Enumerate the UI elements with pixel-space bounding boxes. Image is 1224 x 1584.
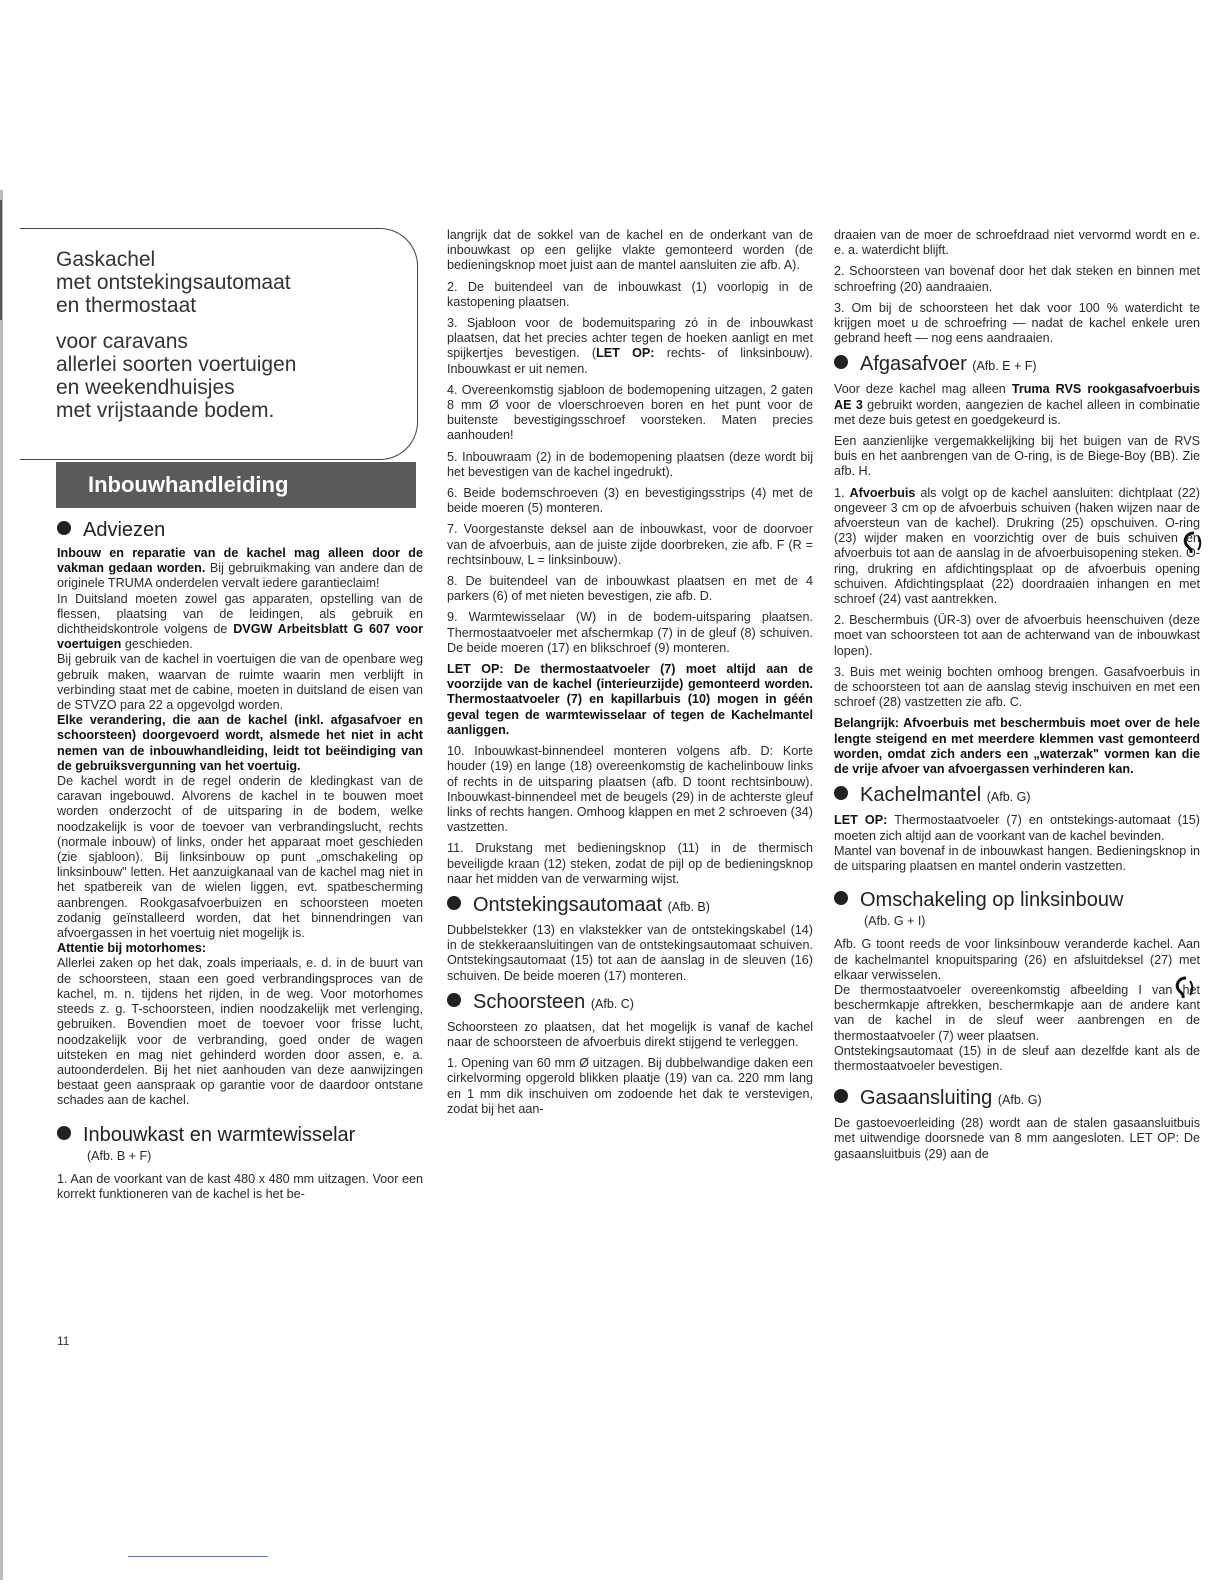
heading-adviezen: Adviezen (57, 518, 423, 542)
ear-icon (1172, 975, 1194, 1001)
column-middle (447, 228, 813, 1123)
paragraph: In Duitsland moeten zowel gas apparaten, opstelling van de flessen, plaatsing van de leidingen, als gebruik en dichtheidskontrole volgens de DVGW Arbeitsblatt G 607 voor voertuigen geschieden. (57, 591, 423, 652)
heading-ontstekingsautomaat: Ontstekingsautomaat (Afb. B) (447, 893, 813, 919)
subheading-attention: Attentie bij motorhomes: (57, 941, 207, 956)
paragraph: langrijk dat de sokkel van de kachel en de onderkant van de inbouwkast op een gelijke vlakte gemonteerd worden (de bedieningsknop moet juist aan de mantel aansluiten zie afb. A). (447, 228, 813, 273)
paragraph: 1. Opening van 60 mm Ø uitzagen. Bij dubbelwandige daken een cirkelvorming opgerold blikken plaatje (19) van ca. 220 mm lang en 1 mm dik inschuiven om zodoende het dak te verstevigen, zodat bij het aan- (447, 1056, 813, 1116)
bullet-icon (447, 896, 461, 910)
ear-icon (1180, 530, 1202, 556)
paragraph: 6. Beide bodemschroeven (3) en bevestigingsstrips (4) met de beide moeren (5) monteren. (447, 486, 813, 516)
heading-sub: (Afb. B + F) (87, 1148, 152, 1163)
scan-edge-dark (0, 200, 2, 320)
paragraph-bold: Belangrijk: Afvoerbuis met beschermbuis moet over de hele lengte steigend en met meerdere klemmen vast gemonteerd worden, omdat zich anders een „waterzak" vormen kan die de vrije afvoer van afvoergassen verhinderen kan. (834, 716, 1200, 777)
paragraph: 7. Voorgestanste deksel aan de inbouwkast, voor de doorvoer van de afvoerbuis, aan de juiste zijde doorbreken, zie afb. F (R = rechtsinbouw, L = linksinbouw). (447, 522, 813, 567)
paragraph: 3. Om bij de schoorsteen het dak voor 100 % waterdicht te krijgen moet u de schroefring — nadat de kachel enkele uren gebrand heeft — nog eens aandraaien. (834, 300, 1200, 346)
bullet-icon (834, 786, 848, 800)
paragraph: Bij gebruik van de kachel in voertuigen die van de openbare weg gebruik maken, waarvan de ruimte waarin men verblijft in verbinding staat met de cabine, moeten in duitsland de eisen van de STVZO para 22 a opgevolgd worden. (57, 652, 423, 713)
title-block-2 (56, 330, 296, 422)
paragraph: Schoorsteen zo plaatsen, dat het mogelijk is vanaf de kachel naar de schoorsteen de afvoerbuis direkt stijgend te verleggen. (447, 1019, 813, 1049)
heading-gasaansluiting: Gasaansluiting (Afb. G) (834, 1086, 1200, 1112)
paragraph-bold: LET OP: De thermostaatvoeler (7) moet altijd aan de voorzijde van de kachel (interieurzijde) gemonteerd worden. Thermostaatvoeler (7) en kapillarbuis (10) mogen in géén geval tegen de warmtewisselaar of tegen de Kachelmantel aanliggen. (447, 662, 813, 737)
paragraph: De gastoevoerleiding (28) wordt aan de stalen gasaansluitbuis met uitwendige doorsnede van 8 mm aangesloten. LET OP: De gasaansluitbuis (29) aan de (834, 1116, 1200, 1161)
paragraph: 2. Schoorsteen van bovenaf door het dak steken en binnen met schroefring (20) aandraaien. (834, 264, 1200, 294)
paragraph: Voor deze kachel mag alleen Truma RVS rookgasafvoerbuis AE 3 gebruikt worden, aangezien de kachel alleen in combinatie met deze buis getest en goedgekeurd is. (834, 382, 1201, 427)
section-banner: Inbouwhandleiding (56, 462, 416, 508)
paragraph: Een aanzienlijke vergemakkelijking bij het buigen van de RVS buis en het aanbrengen van de O-ring, is de Biege-Boy (BB). Zie afb. H. (834, 434, 1200, 479)
paragraph: Ontstekingsautomaat (15) in de sleuf aan dezelfde kant als de thermostaatvoeler bevestigen. (834, 1043, 1200, 1073)
page-number: 11 (57, 1334, 70, 1348)
paragraph: 4. Overeenkomstig sjabloon de bodemopening uitzagen, 2 gaten 8 mm Ø voor de vloerschroeven boren en het punt voor de buitenste bevestigingsschroef voorsteken. Maten precies aanhouden! (447, 382, 813, 443)
paragraph: draaien van de moer de schroefdraad niet vervormd wordt en e. e. a. waterdicht blijft. (834, 228, 1200, 258)
column-left (57, 512, 423, 1208)
paragraph: Mantel van bovenaf in de inbouwkast hangen. Bedieningsknop in de uitsparing plaatsen en mantel onderin vastzetten. (834, 843, 1200, 873)
title-line: allerlei soorten voertuigen (56, 353, 297, 376)
title-line: en thermostaat (56, 294, 197, 317)
title-line: Gaskachel (56, 248, 156, 271)
paragraph-bold: Elke verandering, die aan de kachel (inkl. afgasafvoer en schoorsteen) doorgevoerd wordt, alsmede het niet in acht nemen van de inbouwhandleiding, leidt tot beëindiging van de gebruiksvergunning van het voertuig. (57, 713, 423, 773)
title-block-1 (56, 248, 291, 317)
footer-rule (128, 1556, 268, 1557)
paragraph: 10. Inbouwkast-binnendeel monteren volgens afb. D: Korte houder (19) en lange (18) overeenkomstig de kachelinbouw links of rechts in de uitsparing plaatsen (afb. D toont rechtsinbouw). Inbouwkast-binnendeel met de beugels (29) in de achterste gleuf links of rechts hangen. Omhoog klappen en met 2 schroeven (34) vastzetten. (447, 744, 813, 835)
paragraph: De thermostaatvoeler overeenkomstig afbeelding I van het beschermkapje aftrekken, beschermkapje aan de andere kant van de kachel in de sleuf weer aanbrengen en de thermostaatvoeler (7) weer plaatsen. (834, 982, 1200, 1043)
bullet-icon (57, 521, 71, 535)
heading-schoorsteen: Schoorsteen (Afb. C) (447, 990, 813, 1016)
title-line: met ontstekingsautomaat (56, 271, 291, 294)
paragraph: 1. Aan de voorkant van de kast 480 x 480 mm uitzagen. Voor een korrekt funktioneren van de kachel is het be- (57, 1171, 423, 1201)
bullet-icon (834, 891, 848, 905)
heading-omschakeling: Omschakeling op linksinbouw (834, 888, 1200, 912)
bullet-icon (834, 355, 848, 369)
title-line: voor caravans (56, 330, 188, 353)
paragraph: Afb. G toont reeds de voor linksinbouw veranderde kachel. Aan de kachelmantel knopuitsparing (26) en afsluitdeksel (27) met elkaar verwisselen. (834, 937, 1200, 982)
paragraph: Inbouw en reparatie van de kachel mag alleen door de vakman gedaan worden. Bij gebruikmaking van andere dan de originele TRUMA onderdelen vervalt iedere garantieclaim! (57, 546, 423, 591)
heading-inbouwkast: Inbouwkast en warmtewisselar (57, 1123, 423, 1147)
bullet-icon (834, 1089, 848, 1103)
column-right (834, 228, 1200, 1168)
paragraph: 9. Warmtewisselaar (W) in de bodem-uitsparing plaatsen. Thermostaatvoeler met afschermkap (7) in de gleuf (8) schuiven. De beide moeren (17) en blikschroef (9) monteren. (447, 610, 813, 655)
paragraph: De kachel wordt in de regel onderin de kledingkast van de caravan ingebouwd. Alvorens de kachel in te bouwen moet worden onderzocht of de uitsparing in de bodem, welke noodzakelijk is voor de toevoer van verbrandingslucht, rechts (normale inbouw) of links, onder het apparaat moet geschieden (zie sjabloon). Bij linksinbouw op punt „omschakeling op linksinbouw" letten. Het aanzuigkanaal van de kachel mag niet in het spatbereik van de wielen liggen, evt. spatbescherming aanbrengen. Rookgasafvoerbuizen en schoorsteen moeten zodanig geïnstalleerd worden, dat het binnendringen van afvoergassen in het voertuig niet mogelijk is. (57, 774, 423, 941)
bullet-icon (447, 993, 461, 1007)
paragraph: 2. De buitendeel van de inbouwkast (1) voorlopig in de kastopening plaatsen. (447, 279, 813, 309)
paragraph: 11. Drukstang met bedieningsknop (11) in de thermisch beveiligde kraan (12) steken, zodat de pijl op de bedieningsknop naar het midden van de verwarming wijst. (447, 841, 813, 886)
heading-sub: (Afb. G + I) (864, 914, 926, 929)
title-line: en weekendhuisjes (56, 376, 235, 399)
paragraph: 1. Afvoerbuis als volgt op de kachel aansluiten: dichtplaat (22) ongeveer 3 cm op de afvoerbuis schuiven (haken wijzen naar de afvoersteun van de kachel). Drukring (25) opschuiven. O-ring (23) wijder maken en voorzichtig over de buis schuiven en afvoerbuis tot aan de aanslag in de afvoerbuisopening steken. O-ring, drukring en afdichtingsplaat op de afvoerbuis opening schuiven. Afdichtingsplaat (22) doordraaien inhangen en met schroef (24) vast aantrekken. (834, 485, 1200, 607)
paragraph: Dubbelstekker (13) en vlakstekker van de ontstekingskabel (14) in de stekkeraansluitingen van de ontstekingsautomaat schuiven. Ontstekingsautomaat (15) tot aan de aanslag in de sleuven (16) schuiven. De beide moeren (17) monteren. (447, 922, 813, 983)
paragraph: 5. Inbouwraam (2) in de bodemopening plaatsen (deze wordt bij het bevestigen van de kachel ingedrukt). (447, 449, 813, 479)
title-line: met vrijstaande bodem. (56, 399, 275, 422)
paragraph: Allerlei zaken op het dak, zoals imperiaals, e. d. in de buurt van de schoorsteen, staan een goed verbrandingsproces van de kachel, m. n. tijdens het rijden, in de weg. Voor motorhomes steeds z. g. T-schoorsteen, indien noodzakelijk met verlenging, gebruiken. Bovendien moet de toevoer voor frisse lucht, noodzakelijk voor de verbranding, goed onder de wagen uitsteken en mag niet gehinderd worden door assen, e. a. autoonderdelen. Bij het niet aanhouden van deze aanwijzingen bestaat geen aanspraak op garantie voor de daardoor ontstane schades aan de kachel. (57, 956, 423, 1108)
heading-afgasafvoer: Afgasafvoer (Afb. E + F) (834, 352, 1200, 378)
bullet-icon (57, 1126, 71, 1140)
paragraph: LET OP: Thermostaatvoeler (7) en ontstekings-automaat (15) moeten zich altijd aan de voorkant van de kachel bevinden. (834, 813, 1200, 843)
paragraph: 3. Buis met weinig bochten omhoog brengen. Gasafvoerbuis in de schoorsteen tot aan de aanslag stevig inschuiven en met een schroef (28) vastzetten zie afb. C. (834, 664, 1200, 710)
paragraph: 8. De buitendeel van de inbouwkast plaatsen en met de 4 parkers (6) of met nieten bevestigen, zie afb. D. (447, 574, 813, 604)
heading-kachelmantel: Kachelmantel (Afb. G) (834, 783, 1200, 809)
scan-edge (0, 190, 3, 1580)
paragraph: 2. Beschermbuis (ÜR-3) over de afvoerbuis heenschuiven (deze moet van schoorsteen tot aan de achterwand van de inbouwkast lopen). (834, 613, 1200, 658)
paragraph: 3. Sjabloon voor de bodemuitsparing zó in de inbouwkast plaatsen, dat het precies achter tegen de hoeken aanligt en met spijkertjes bevestigen. (LET OP: rechts- of linksinbouw). Inbouwkast er uit nemen. (447, 316, 813, 376)
